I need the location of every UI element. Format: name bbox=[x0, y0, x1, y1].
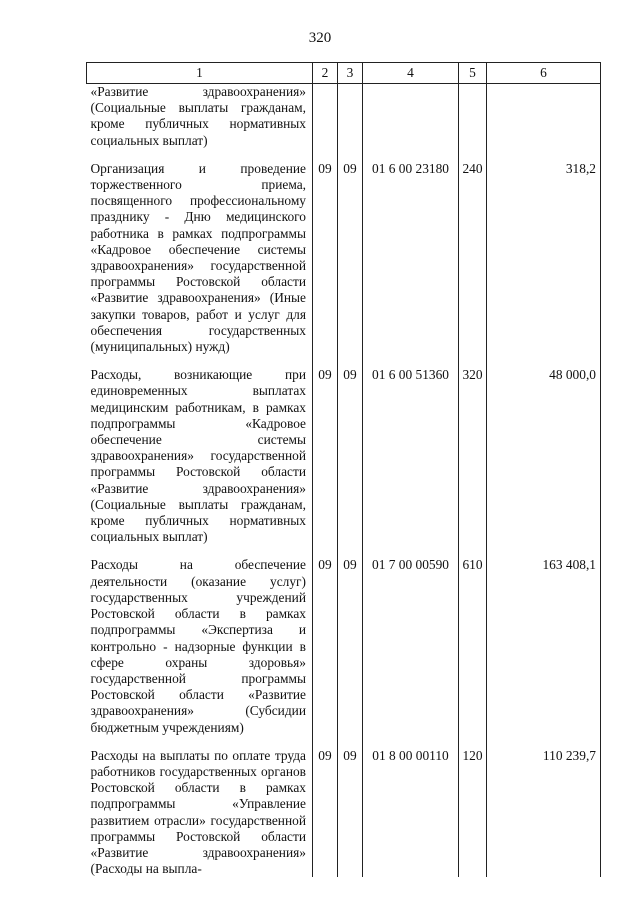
description-text: Расходы на выплаты по оплате труда работников государственных органов Ростовской области в рамках подпрограммы «Управление развитием отрасли» государственной программы Ростовской области «Развитие здравоохранения» (Расходы на выпла- bbox=[90, 747, 306, 877]
budget-table bbox=[86, 62, 601, 877]
header-col-2: 2 bbox=[313, 63, 338, 84]
row-amount bbox=[487, 84, 601, 155]
table-row bbox=[87, 84, 601, 155]
row-amount: 318,2 bbox=[487, 155, 601, 361]
table-row bbox=[87, 742, 601, 878]
table-row bbox=[87, 551, 601, 741]
row-subsection bbox=[338, 84, 363, 155]
row-amount: 110 239,7 bbox=[487, 742, 601, 878]
row-description bbox=[87, 551, 313, 741]
row-amount: 48 000,0 bbox=[487, 361, 601, 551]
row-amount: 163 408,1 bbox=[487, 551, 601, 741]
description-text: «Развитие здравоохранения» (Социальные выплаты гражданам, кроме публичных нормативных социальных выплат) bbox=[90, 84, 306, 148]
row-expense-type: 240 bbox=[459, 155, 487, 361]
row-target-article: 01 8 00 00110 bbox=[363, 742, 459, 878]
header-col-6: 6 bbox=[487, 63, 601, 84]
row-expense-type bbox=[459, 84, 487, 155]
row-section: 09 bbox=[313, 155, 338, 361]
row-expense-type: 120 bbox=[459, 742, 487, 878]
row-target-article: 01 7 00 00590 bbox=[363, 551, 459, 741]
row-description bbox=[87, 84, 313, 155]
row-section: 09 bbox=[313, 551, 338, 741]
row-section: 09 bbox=[313, 742, 338, 878]
header-col-1: 1 bbox=[87, 63, 313, 84]
description-text: Расходы, возникающие при единовременных выплатах медицинским работникам, в рамках подпрограммы «Кадровое обеспечение системы здравоохранения» государственной программы Ростовской области «Развитие здравоохранения» (Социальные выплаты гражданам, кроме публичных нормативных социальных выплат) bbox=[90, 367, 306, 545]
row-description bbox=[87, 361, 313, 551]
header-col-4: 4 bbox=[363, 63, 459, 84]
table-row bbox=[87, 361, 601, 551]
row-subsection: 09 bbox=[338, 551, 363, 741]
header-col-5: 5 bbox=[459, 63, 487, 84]
row-expense-type: 610 bbox=[459, 551, 487, 741]
header-row bbox=[87, 63, 601, 84]
row-target-article bbox=[363, 84, 459, 155]
row-expense-type: 320 bbox=[459, 361, 487, 551]
row-target-article: 01 6 00 23180 bbox=[363, 155, 459, 361]
page-number: 320 bbox=[308, 30, 332, 46]
table-header bbox=[87, 63, 601, 84]
row-section: 09 bbox=[313, 361, 338, 551]
table-body bbox=[87, 84, 601, 878]
table-row bbox=[87, 155, 601, 361]
row-subsection: 09 bbox=[338, 155, 363, 361]
row-target-article: 01 6 00 51360 bbox=[363, 361, 459, 551]
description-text: Расходы на обеспечение деятельности (оказание услуг) государственных учреждений Ростовской области в рамках подпрограммы «Экспертиза и контрольно - надзорные функции в сфере охраны здоровья» государственной программы Ростовской области «Развитие здравоохранения» (Субсидии бюджетным учреждениям) bbox=[90, 557, 306, 735]
row-description bbox=[87, 742, 313, 878]
row-section bbox=[313, 84, 338, 155]
row-subsection: 09 bbox=[338, 742, 363, 878]
header-col-3: 3 bbox=[338, 63, 363, 84]
description-text: Организация и проведение торжественного приема, посвященного профессиональному празднику - Дню медицинского работника в рамках подпрограммы «Кадровое обеспечение системы здравоохранения» государственной программы Ростовской области «Развитие здравоохранения» (Иные закупки товаров, работ и услуг для обеспечения государственных (муниципальных) нужд) bbox=[90, 160, 306, 355]
row-subsection: 09 bbox=[338, 361, 363, 551]
row-description bbox=[87, 155, 313, 361]
